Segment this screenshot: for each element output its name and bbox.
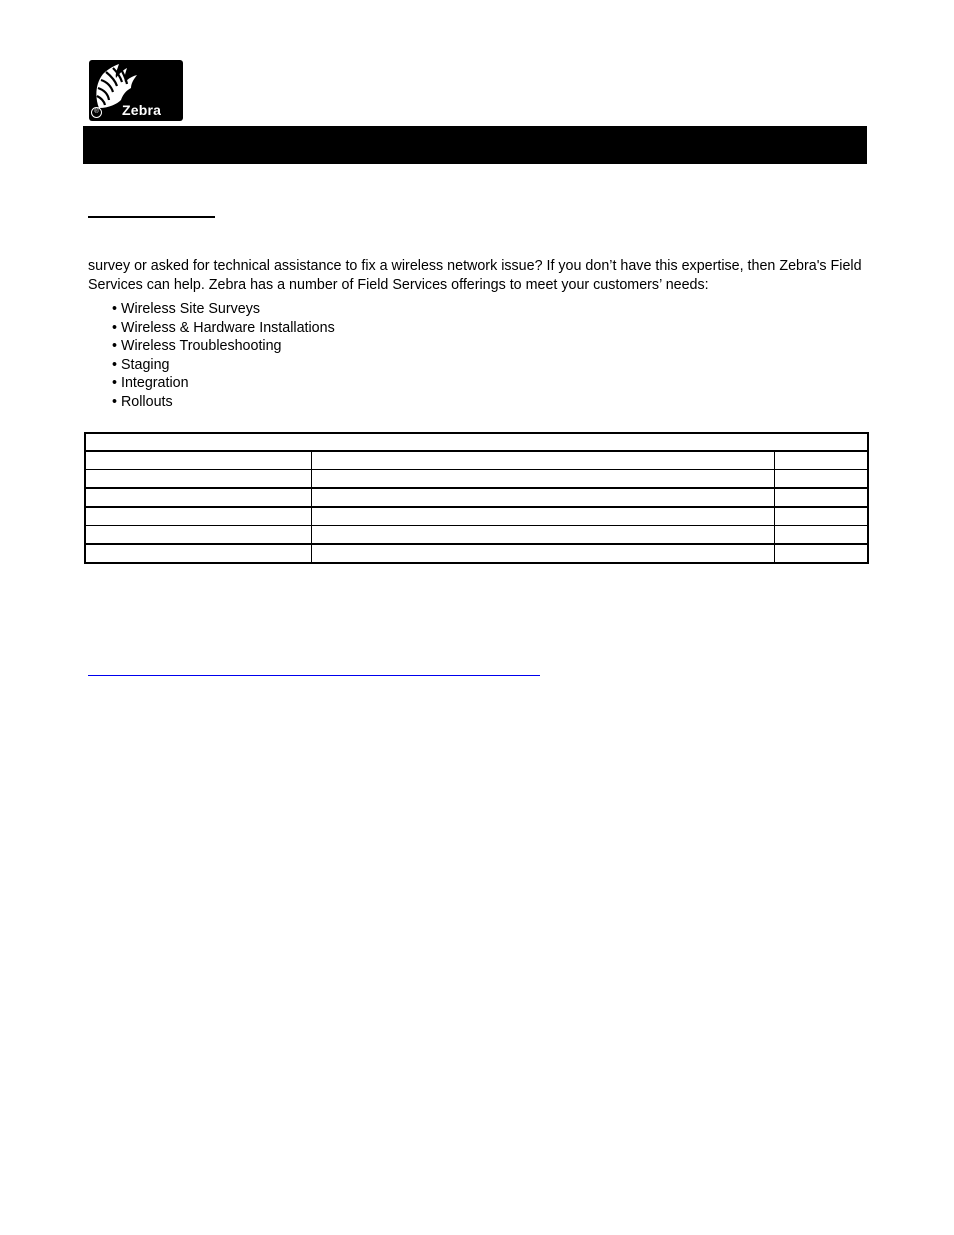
table-cell [311, 507, 774, 526]
registered-mark: ® [91, 107, 102, 118]
table-row [85, 544, 868, 563]
section-heading-rule [88, 216, 215, 218]
table-cell [311, 451, 774, 470]
table-row [85, 451, 868, 470]
title-bar [83, 126, 867, 164]
offerings-list [112, 300, 335, 412]
list-item: • Wireless Troubleshooting [112, 337, 335, 356]
table-cell [774, 507, 868, 526]
table-row [85, 470, 868, 489]
table-cell [311, 544, 774, 563]
table-cell [85, 451, 311, 470]
table-cell [774, 451, 868, 470]
zebra-logo [89, 60, 183, 121]
table-row [85, 488, 868, 507]
list-item: • Wireless & Hardware Installations [112, 319, 335, 338]
intro-paragraph: survey or asked for technical assistance to fix a wireless network issue? If you don’t have this expertise, then Zebra's Field Services can help. Zebra has a number of Field Services offerings to meet your customers’ needs: [88, 258, 862, 293]
table-row [85, 526, 868, 545]
table-cell [311, 488, 774, 507]
list-item: • Staging [112, 356, 335, 375]
table-cell [774, 470, 868, 489]
table-cell [774, 488, 868, 507]
table-cell [774, 544, 868, 563]
list-item: • Wireless Site Surveys [112, 300, 335, 319]
table-cell [85, 544, 311, 563]
table-cell [85, 526, 311, 545]
table-cell [85, 488, 311, 507]
list-item: • Integration [112, 374, 335, 393]
table-header-cell [85, 433, 868, 451]
table-cell [85, 470, 311, 489]
table-row [85, 507, 868, 526]
services-table [84, 432, 869, 564]
logo-wordmark: Zebra [122, 102, 162, 118]
table-cell [311, 526, 774, 545]
list-item: • Rollouts [112, 393, 335, 412]
table-cell [85, 507, 311, 526]
table-cell [311, 470, 774, 489]
hyperlink-underline[interactable] [88, 675, 540, 676]
table-header-row [85, 433, 868, 451]
table-cell [774, 526, 868, 545]
